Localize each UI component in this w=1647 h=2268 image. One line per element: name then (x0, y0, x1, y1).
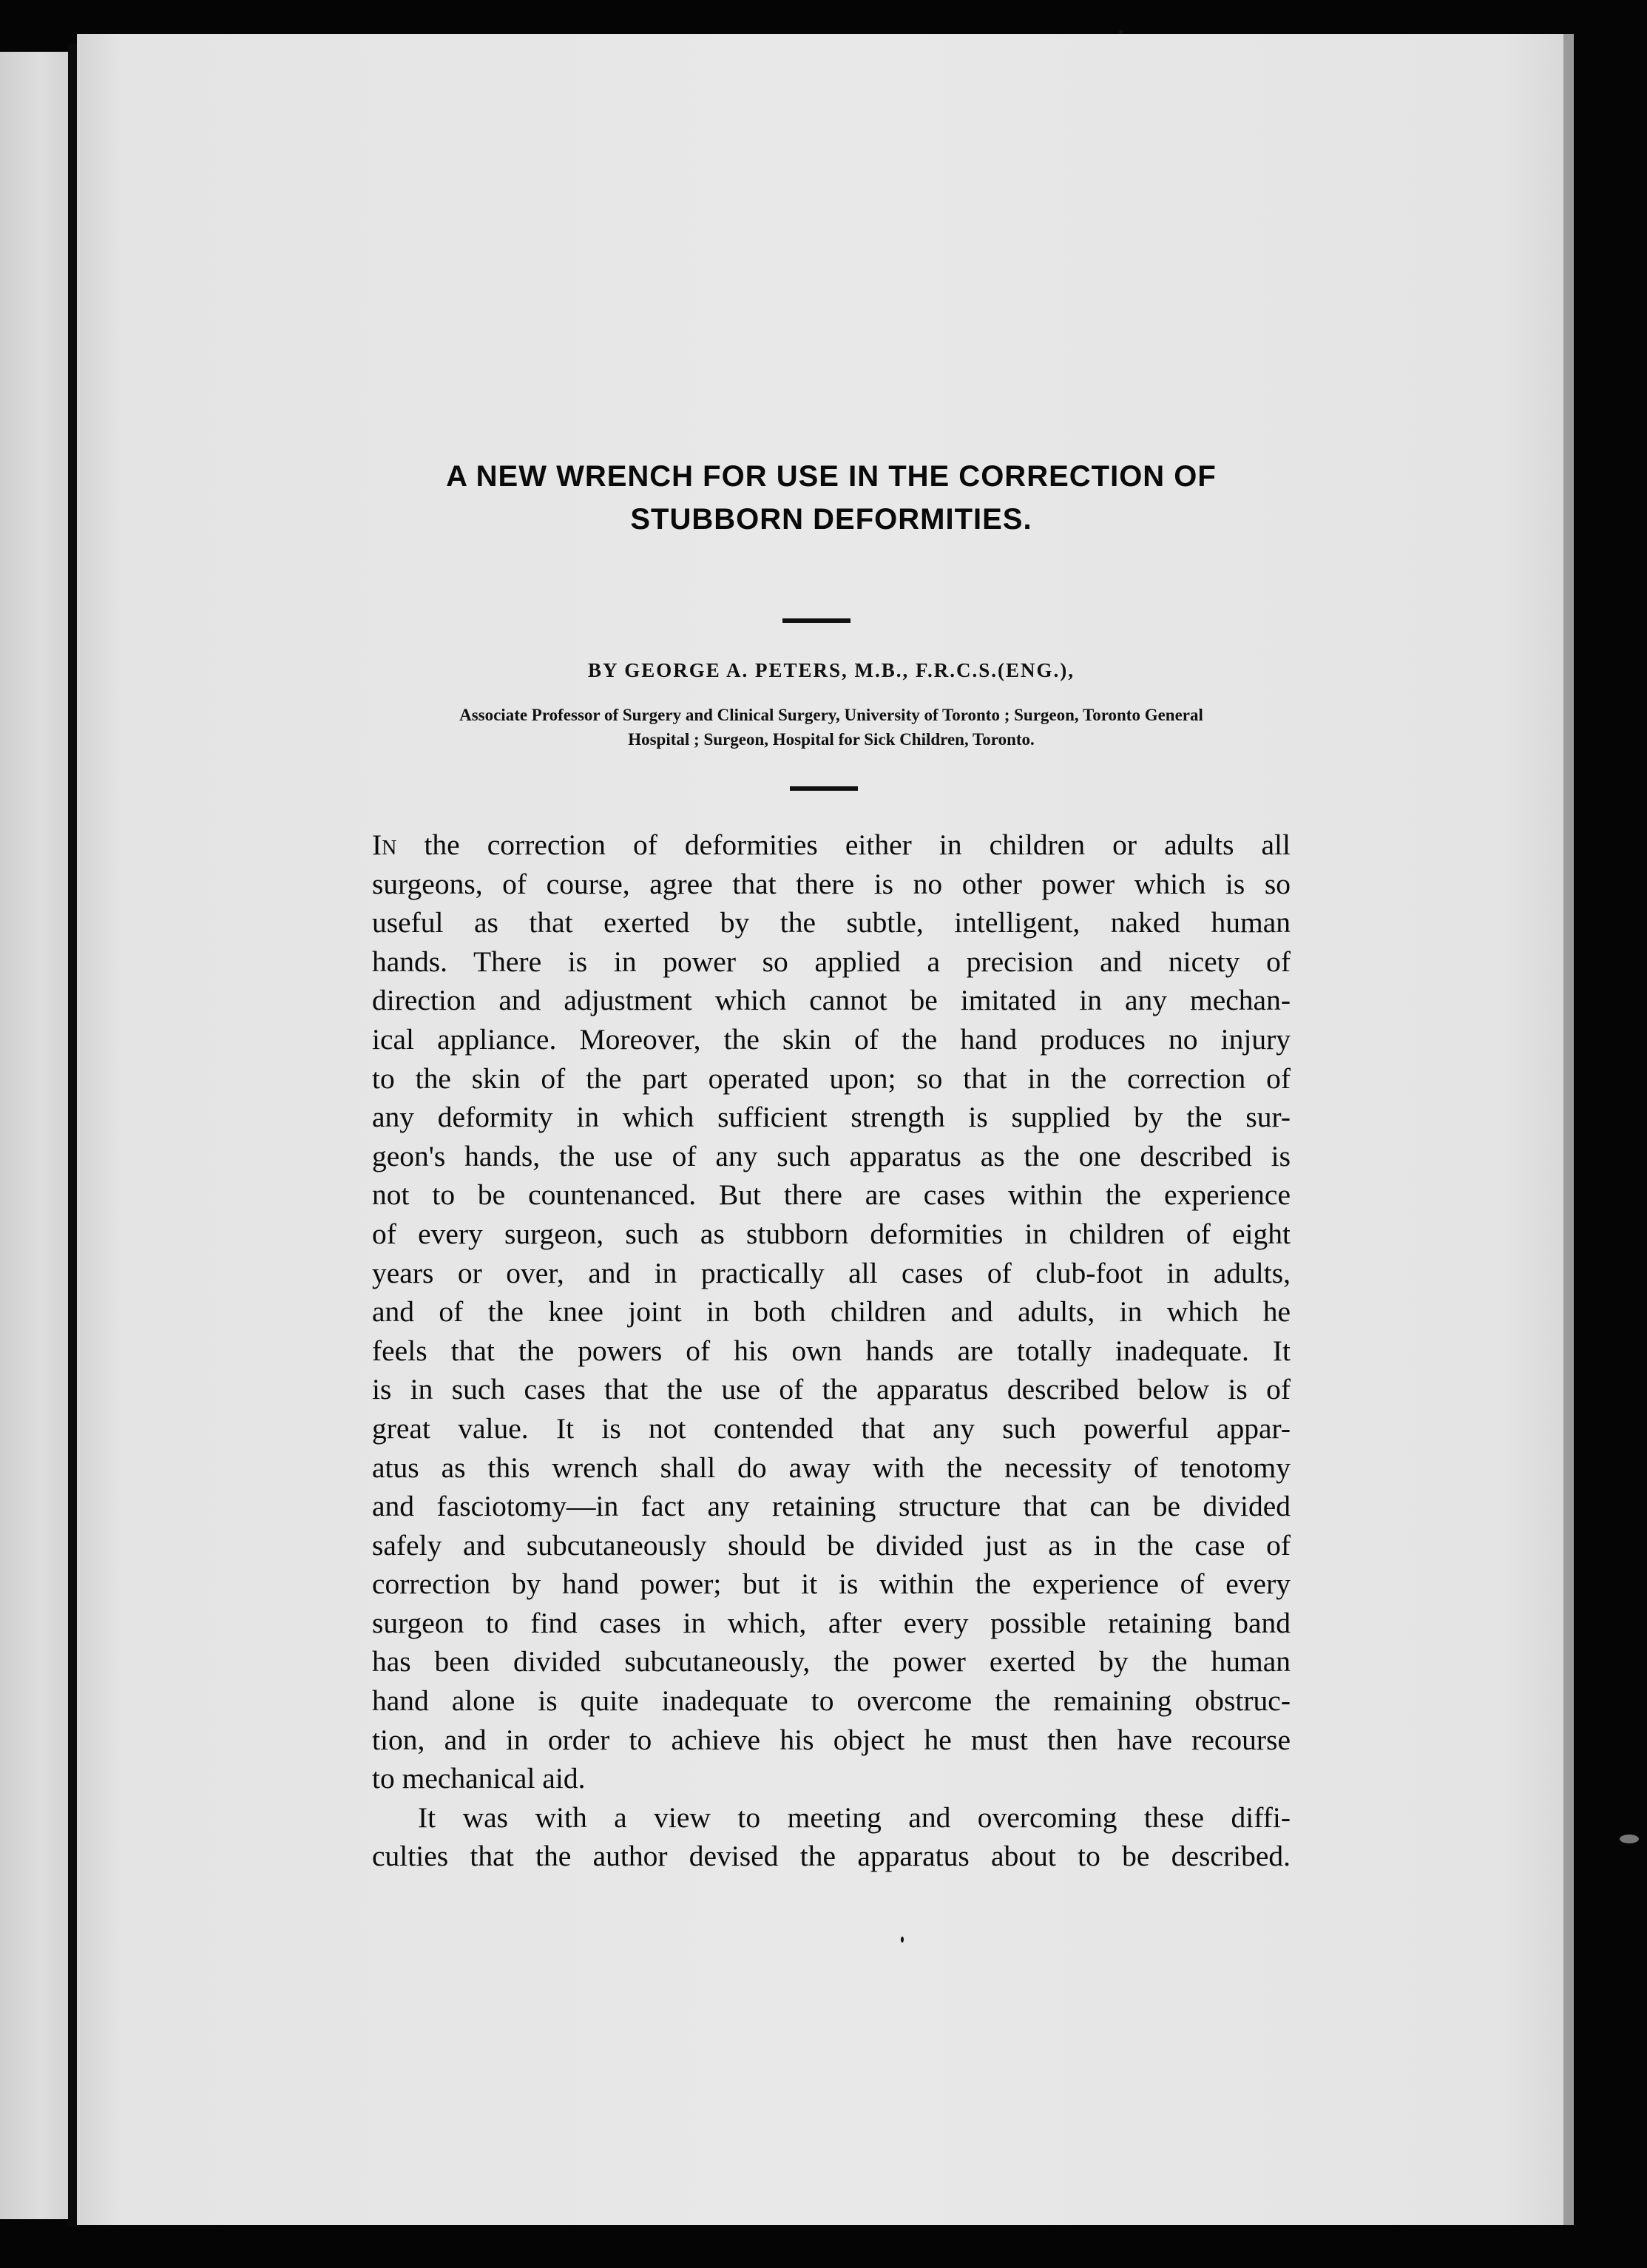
affiliation-line: Associate Professor of Surgery and Clinical Surgery, University of Toronto ; Surgeon, Toronto General (459, 706, 1203, 724)
text-line: hand alone is quite inadequate to overcome the remaining obstruc- (372, 1684, 1291, 1718)
text-line: geon's hands, the use of any such apparatus as the one described is (372, 1139, 1291, 1172)
text-line: of every surgeon, such as stubborn deformities in children of eight (372, 1217, 1291, 1250)
text-line: surgeons, of course, agree that there is no other power which is so (372, 867, 1291, 900)
affiliation-line: Hospital ; Surgeon, Hospital for Sick Children, Toronto. (628, 730, 1035, 749)
page-right-edge (1563, 34, 1574, 2225)
text-line: tion, and in order to achieve his object he must then have recourse (372, 1723, 1291, 1756)
affiliation-divider (790, 786, 858, 791)
scan-speck (901, 1937, 904, 1943)
text-line: useful as that exerted by the subtle, intelligent, naked human (372, 906, 1291, 939)
text-line: to the skin of the part operated upon; so that in the correction of (372, 1062, 1291, 1095)
title-line: A NEW WRENCH FOR USE IN THE CORRECTION OF (446, 460, 1217, 493)
text-line: hands. There is in power so applied a precision and nicety of (372, 945, 1291, 978)
article-title (372, 455, 1291, 541)
text-line: has been divided subcutaneously, the power exerted by the human (372, 1645, 1291, 1678)
text-line: correction by hand power; but it is within the experience of every (372, 1567, 1291, 1601)
text-line: years or over, and in practically all cases of club-foot in adults, (372, 1256, 1291, 1289)
title-line: STUBBORN DEFORMITIES. (630, 503, 1032, 536)
text-line: direction and adjustment which cannot be imitated in any mechan- (372, 984, 1291, 1017)
text-line: is in such cases that the use of the apparatus described below is of (372, 1373, 1291, 1406)
text-line: surgeon to find cases in which, after every possible retaining band (372, 1606, 1291, 1639)
text-line: great value. It is not contended that any such powerful appar- (372, 1411, 1291, 1445)
drop-cap: In (372, 828, 397, 861)
text-line: atus as this wrench shall do away with the necessity of tenotomy (372, 1451, 1291, 1484)
text-line: not to be countenanced. But there are cases within the experience (372, 1178, 1291, 1212)
scan-speck (1620, 1835, 1639, 1843)
text-line: safely and subcutaneously should be divided just as in the case of (372, 1528, 1291, 1562)
text-line: any deformity in which sufficient strength is supplied by the sur- (372, 1101, 1291, 1134)
author-affiliation (357, 703, 1305, 752)
title-divider (782, 618, 850, 623)
page-gutter (68, 44, 77, 2227)
text-line: culties that the author devised the apparatus about to be described. (372, 1840, 1291, 1873)
article-body (372, 826, 1291, 1876)
text-line: ical appliance. Moreover, the skin of the hand produces no injury (372, 1022, 1291, 1056)
text-line: to mechanical aid. (372, 1762, 586, 1795)
text-line (372, 826, 1291, 865)
text-line: and fasciotomy—in fact any retaining structure that can be divided (372, 1490, 1291, 1523)
text-line: and of the knee joint in both children and adults, in which he (372, 1295, 1291, 1329)
text-line: It was with a view to meeting and overcoming these diffi- (418, 1800, 1291, 1834)
first-line-text: the correction of deformities either in children or adults all (424, 828, 1291, 861)
text-line: feels that the powers of his own hands are totally inadequate. It (372, 1334, 1291, 1367)
previous-page-edge (0, 52, 68, 2219)
scan-speck (1119, 30, 1123, 34)
author-byline: BY GEORGE A. PETERS, M.B., F.R.C.S.(ENG.), (587, 659, 1075, 681)
